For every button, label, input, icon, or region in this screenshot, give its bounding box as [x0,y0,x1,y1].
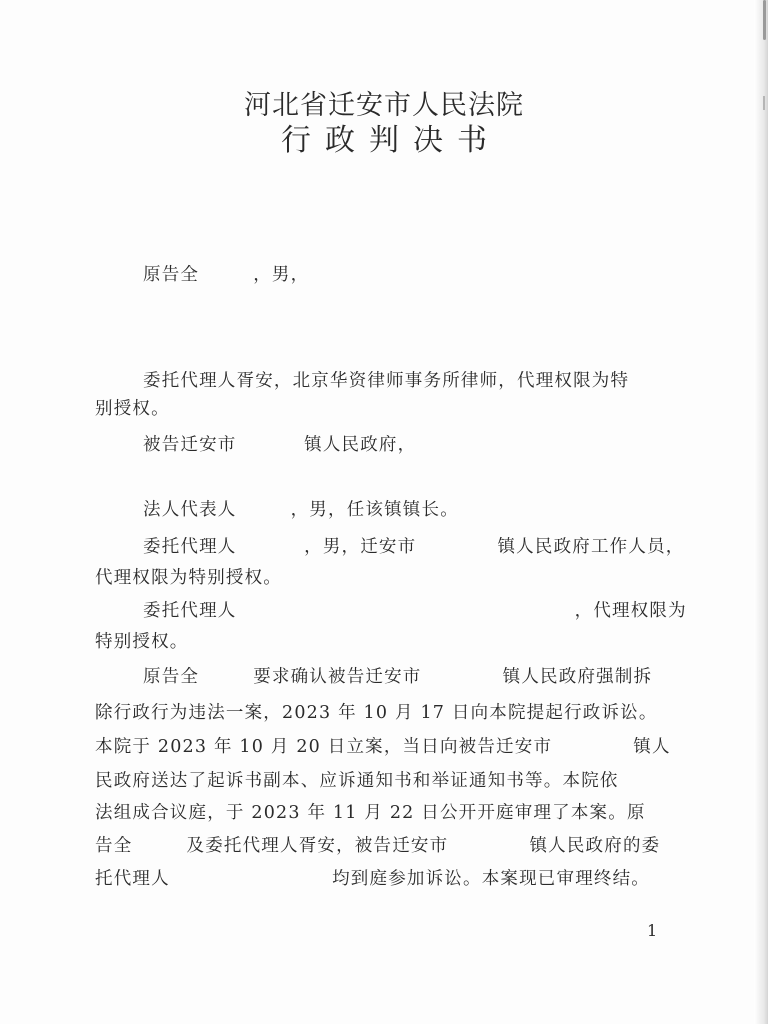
court-name: 河北省迁安市人民法院 [244,90,524,121]
defendant-agent-2-line: 委托代理人 ，代理权限为 [143,601,687,621]
plaintiff-agent-line: 委托代理人胥安，北京华资律师事务所律师，代理权限为特 [143,371,630,391]
page-number: 1 [647,921,658,940]
legal-representative-line: 法人代表人 ，男，任该镇镇长。 [143,500,459,520]
defendant-agent-1-line-cont: 代理权限为特别授权。 [95,568,282,588]
case-paragraph-line: 托代理人 均到庭参加诉讼。本案现已审理终结。 [95,869,651,889]
case-paragraph-line: 原告全 要求确认被告迁安市 镇人民政府强制拆 [143,667,653,687]
defendant-agent-1-line: 委托代理人 ，男，迁安市 镇人民政府工作人员， [143,537,685,557]
scroll-indicator [763,0,766,40]
document-title: 行政判决书 [281,123,501,158]
plaintiff-agent-line-cont: 别授权。 [95,399,170,419]
plaintiff-line: 原告全 ，男， [143,265,310,285]
defendant-agent-2-line-cont: 特别授权。 [95,632,189,652]
defendant-line: 被告迁安市 镇人民政府， [143,435,417,455]
case-paragraph-line: 告全 及委托代理人胥安，被告迁安市 镇人民政府的委 [95,836,661,856]
case-paragraph-line: 法组成合议庭，于 2023 年 11 月 22 日公开开庭审理了本案。原 [95,803,646,823]
case-paragraph-line: 本院于 2023 年 10 月 20 日立案，当日向被告迁安市 镇人 [95,737,671,757]
case-paragraph-line: 除行政行为违法一案，2023 年 10 月 17 日向本院提起行政诉讼。 [95,703,658,723]
case-paragraph-line: 民政府送达了起诉书副本、应诉通知书和举证通知书等。本院依 [95,771,619,791]
